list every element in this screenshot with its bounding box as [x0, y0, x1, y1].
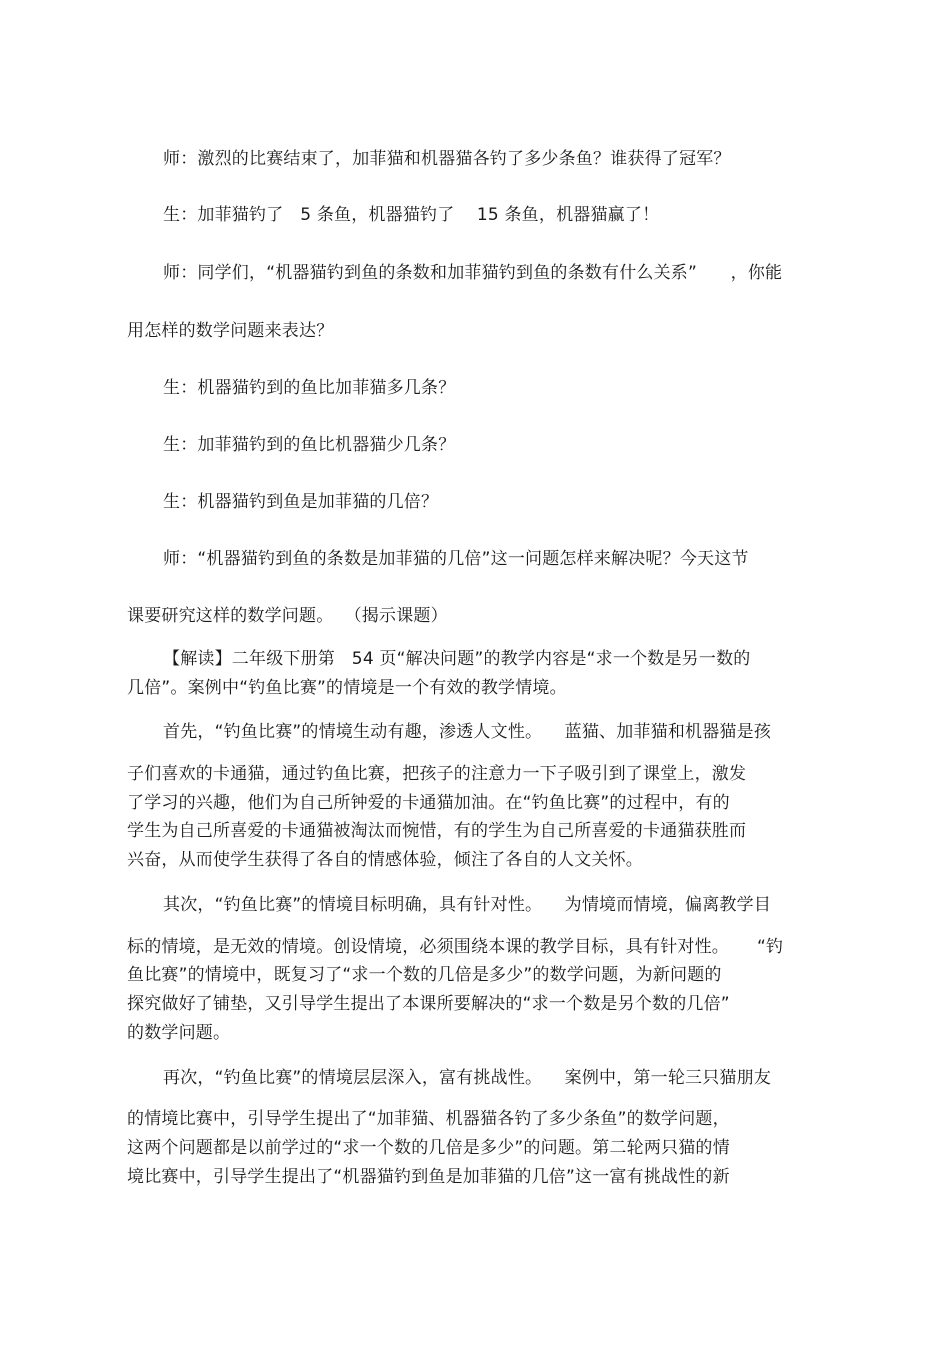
paragraph-line: 了学习的兴趣，他们为自己所钟爱的卡通猫加油。在“钓鱼比赛”的过程中，有的	[127, 793, 730, 813]
paragraph-line: 学生为自己所喜爱的卡通猫被淘汰而惋惜，有的学生为自己所喜爱的卡通猫获胜而	[127, 821, 747, 841]
paragraph-line: 鱼比赛”的情境中，既复习了“求一个数的几倍是多少”的数学问题，为新问题的	[127, 965, 722, 985]
dialogue-line: 生：加菲猫钓到的鱼比机器猫少几条？	[163, 435, 456, 455]
paragraph-line: 其次，“钓鱼比赛”的情境目标明确，具有针对性。 为情境而情境，偏离教学目	[163, 895, 772, 915]
paragraph-line: 的情境比赛中，引导学生提出了“加菲猫、机器猫各钓了多少条鱼”的数学问题，	[127, 1109, 730, 1129]
dialogue-line: 生：加菲猫钓了 5 条鱼，机器猫钓了 15 条鱼，机器猫赢了！	[163, 205, 660, 225]
paragraph-line: 境比赛中，引导学生提出了“机器猫钓到鱼是加菲猫的几倍”这一富有挑战性的新	[127, 1167, 730, 1187]
paragraph-line: 这两个问题都是以前学过的“求一个数的几倍是多少”的问题。第二轮两只猫的情	[127, 1138, 730, 1158]
dialogue-line: 师：同学们，“机器猫钓到鱼的条数和加菲猫钓到鱼的条数有什么关系” ，你能	[163, 263, 783, 283]
commentary-line: 几倍”。案例中“钓鱼比赛”的情境是一个有效的教学情境。	[127, 678, 567, 698]
paragraph-line: 的数学问题。	[127, 1023, 231, 1043]
paragraph-line: 子们喜欢的卡通猫，通过钓鱼比赛，把孩子的注意力一下子吸引到了课堂上，激发	[127, 764, 747, 784]
dialogue-line: 师：激烈的比赛结束了，加菲猫和机器猫各钓了多少条鱼？谁获得了冠军？	[163, 149, 731, 169]
dialogue-line: 生：机器猫钓到的鱼比加菲猫多几条？	[163, 378, 456, 398]
dialogue-line: 用怎样的数学问题来表达？	[127, 321, 334, 341]
paragraph-line: 探究做好了铺垫，又引导学生提出了本课所要解决的“求一个数是另个数的几倍”	[127, 994, 730, 1014]
commentary-line: 【解读】二年级下册第 54 页“解决问题”的教学内容是“求一个数是另一数的	[163, 649, 751, 669]
dialogue-line: 师：“机器猫钓到鱼的条数是加菲猫的几倍”这一问题怎样来解决呢？今天这节	[163, 549, 749, 569]
dialogue-line: 生：机器猫钓到鱼是加菲猫的几倍？	[163, 492, 439, 512]
paragraph-line: 再次，“钓鱼比赛”的情境层层深入，富有挑战性。 案例中，第一轮三只猫朋友	[163, 1068, 772, 1088]
paragraph-line: 标的情境，是无效的情境。创设情境，必须围绕本课的教学目标，具有针对性。 “钓	[127, 937, 784, 957]
paragraph-line: 兴奋，从而使学生获得了各自的情感体验，倾注了各自的人文关怀。	[127, 850, 643, 870]
paragraph-line: 首先，“钓鱼比赛”的情境生动有趣，渗透人文性。 蓝猫、加菲猫和机器猫是孩	[163, 722, 772, 742]
dialogue-line: 课要研究这样的数学问题。 （揭示课题）	[127, 606, 448, 626]
